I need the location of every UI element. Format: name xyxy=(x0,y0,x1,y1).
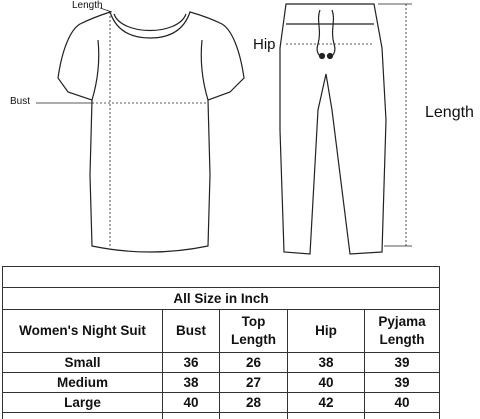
size-chart-table xyxy=(2,266,440,419)
table-row xyxy=(3,393,440,413)
header-pyjama-length: Pyjama Length xyxy=(365,310,440,353)
header-suit: Women's Night Suit xyxy=(3,310,163,353)
table-tail-row xyxy=(3,413,440,419)
value-cell: 42 xyxy=(288,393,365,413)
value-cell: 39 xyxy=(365,373,440,393)
hip-label: Hip xyxy=(253,36,276,53)
size-cell: Medium xyxy=(3,373,163,393)
value-cell: 27 xyxy=(220,373,288,393)
header-hip: Hip xyxy=(288,310,365,353)
tshirt-collar xyxy=(114,14,186,31)
value-cell: 40 xyxy=(288,373,365,393)
pyjama-illustration xyxy=(280,4,412,254)
pant-length-label: Length xyxy=(425,104,474,122)
shirt-length-label: Length xyxy=(72,0,103,11)
value-cell: 39 xyxy=(365,353,440,373)
table-row xyxy=(3,373,440,393)
tail-cell xyxy=(220,413,288,419)
header-bust: Bust xyxy=(163,310,220,353)
tshirt-sleeve-seam-right xyxy=(201,40,208,100)
value-cell: 36 xyxy=(163,353,220,373)
size-cell: Large xyxy=(3,393,163,413)
value-cell: 26 xyxy=(220,353,288,373)
table-title: All Size in Inch xyxy=(3,288,440,310)
table-title-row xyxy=(3,288,440,310)
drawstring-tip-left xyxy=(320,54,325,59)
table-spacer-row xyxy=(3,267,440,288)
size-cell: Small xyxy=(3,353,163,373)
tail-cell xyxy=(288,413,365,419)
table-spacer-cell xyxy=(3,267,440,288)
drawstring xyxy=(317,10,335,56)
value-cell: 38 xyxy=(163,373,220,393)
tail-cell xyxy=(163,413,220,419)
table-row xyxy=(3,353,440,373)
tshirt-outline xyxy=(58,12,244,252)
header-top-length: Top Length xyxy=(220,310,288,353)
value-cell: 38 xyxy=(288,353,365,373)
tshirt-illustration xyxy=(36,8,244,252)
tshirt-sleeve-seam-left xyxy=(92,40,99,100)
bust-label: Bust xyxy=(10,96,30,107)
value-cell: 40 xyxy=(365,393,440,413)
value-cell: 40 xyxy=(163,393,220,413)
tail-cell xyxy=(3,413,163,419)
table-header-row xyxy=(3,310,440,353)
drawstring-tip-right xyxy=(328,54,333,59)
tail-cell xyxy=(365,413,440,419)
value-cell: 28 xyxy=(220,393,288,413)
